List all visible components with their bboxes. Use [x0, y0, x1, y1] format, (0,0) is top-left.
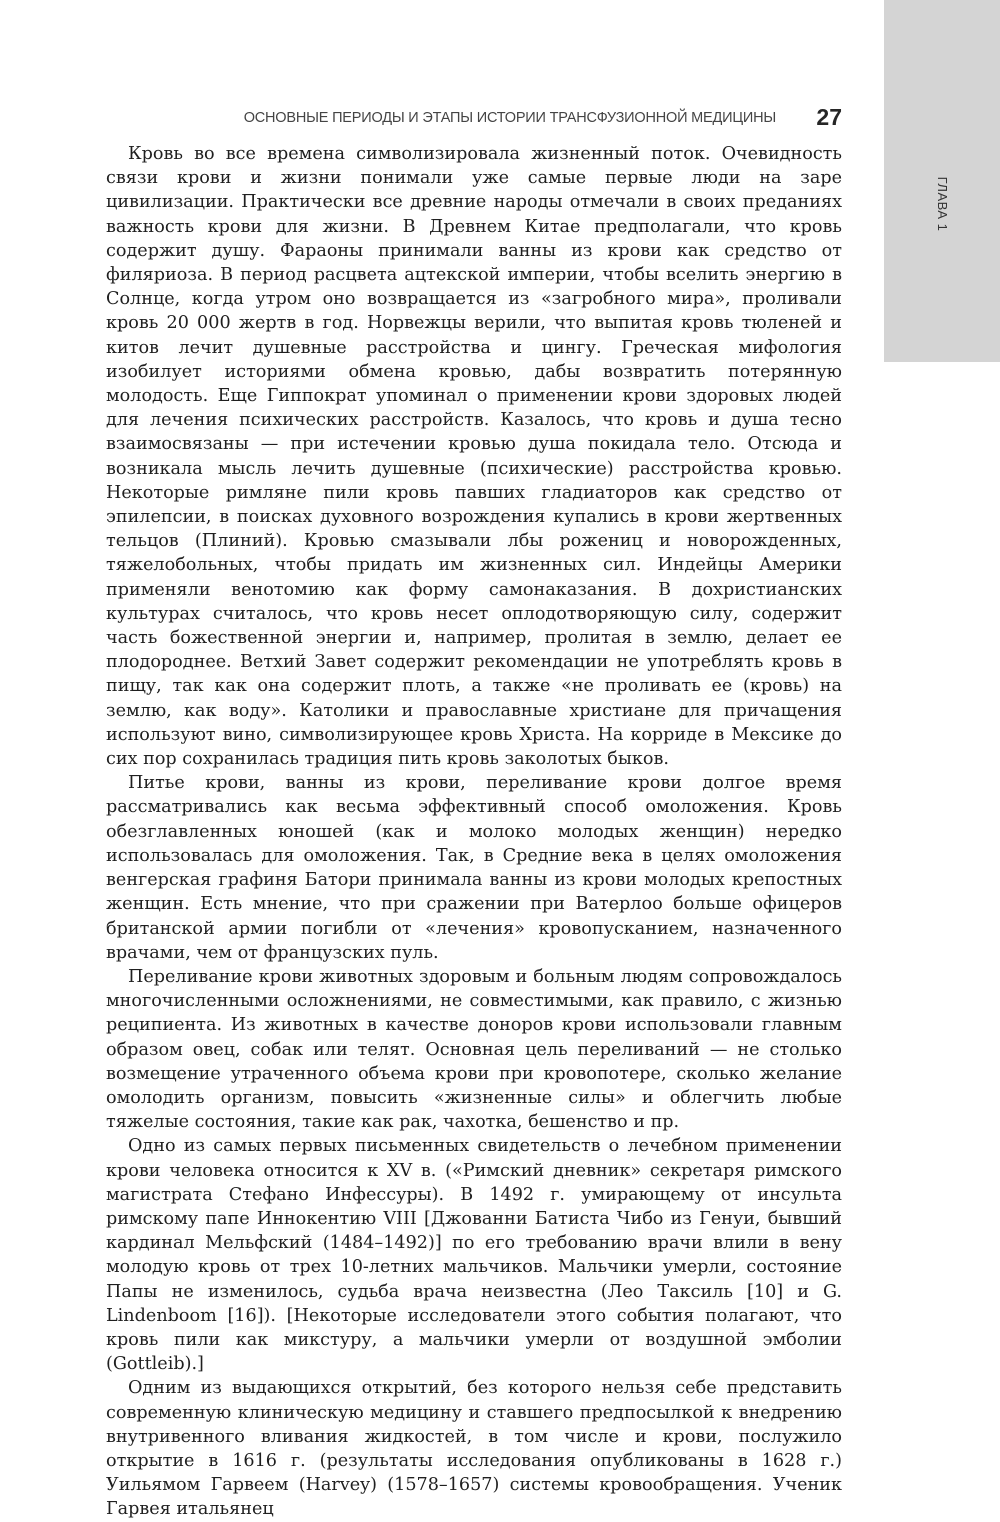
page-number: 27	[816, 104, 842, 130]
chapter-tab-label: ГЛАВА 1	[935, 176, 950, 232]
paragraph-4: Одно из самых первых письменных свидетельств о лечебном применении крови человека относится к XV в. («Римский дневник» секретаря римского магистрата Стефано Инфессуры). В 1492 г. умирающему от инсульта римскому папе Иннокентию VIII [Джованни Батиста Чибо из Генуи, бывший кардинал Мельфский (1484–1492)] по его требованию врачи влили в вену молодую кровь от трех 10-летних мальчиков. Мальчики умерли, состояние Папы не изменилось, судьба врача неизвестна (Лео Таксиль [10] и G. Lindenboom [16]). [Некоторые исследователи этого события полагают, что кровь пили как микстуру, а мальчики умерли от воздушной эмболии (Gottleib).]	[106, 1136, 842, 1375]
body-text	[106, 142, 842, 1522]
paragraph-2: Питье крови, ванны из крови, переливание крови долгое время рассматривались как весьма эффективный способ омоложения. Кровь обезглавленных юношей (как и молоко молодых женщин) нередко использовалась для омоложения. Так, в Средние века в целях омоложения венгерская графиня Батори принимала ванны из крови молодых крепостных женщин. Есть мнение, что при сражении при Ватерлоо больше офицеров британской армии погибли от «лечения» кровопусканием, назначенного врачами, чем от французских пуль.	[106, 773, 842, 963]
paragraph-3: Переливание крови животных здоровым и больным людям сопровождалось многочисленными осложнениями, не совместимыми, как правило, с жизнью реципиента. Из животных в качестве доноров крови использовали главным образом овец, собак или телят. Основная цель переливаний — не столько возмещение утраченного объема крови при кровопотере, сколько желание омолодить организм, повысить «жизненные силы» и облегчить любые тяжелые состояния, такие как рак, чахотка, бешенство и пр.	[106, 966, 842, 1133]
paragraph-1: Кровь во все времена символизировала жизненный поток. Очевидность связи крови и жизни понимали уже самые первые люди на заре цивилизации. Практически все древние народы отмечали в своих преданиях важность крови для жизни. В Древнем Китае предполагали, что кровь содержит душу. Фараоны принимали ванны из крови как средство от филяриоза. В период расцвета ацтекской империи, чтобы вселить энергию в Солнце, когда утром оно возвращается из «загробного мира», проливали кровь 20 000 жертв в год. Норвежцы верили, что выпитая кровь тюленей и китов лечит душевные расстройства и цингу. Греческая мифология изобилует историями обмена кровью, дабы возвратить потерянную молодость. Еще Гиппократ упоминал о применении крови здоровых людей для лечения психических расстройств. Казалось, что кровь и душа тесно взаимосвязаны — при истечении кровью душа покидала тело. Отсюда и возникала мысль лечить душевные (психические) расстройства кровью. Некоторые римляне пили кровь павших гладиаторов как средство от эпилепсии, в поисках духовного возрождения купались в крови жертвенных тельцов (Плиний). Кровью смазывали лбы рожениц и новорожденных, тяжелобольных, чтобы придать им жизненных сил. Индейцы Америки применяли венотомию как форму самонаказания. В дохристианских культурах считалось, что кровь несет оплодотворяющую силу, содержит часть божественной энергии и, например, пролитая в землю, делает ее плодороднее. Ветхий Завет содержит рекомендации не употреблять кровь в пищу, так как она содержит плоть, а также «не проливать ее (кровь) на землю, как воду». Католики и православные христиане для причащения используют вино, символизирующее кровь Христа. На корриде в Мексике до сих пор сохранилась традиция пить кровь заколотых быков.	[106, 144, 842, 770]
running-head-title: ОСНОВНЫЕ ПЕРИОДЫ И ЭТАПЫ ИСТОРИИ ТРАНСФУЗИОННОЙ МЕДИЦИНЫ	[243, 110, 776, 126]
running-head	[120, 104, 842, 136]
paragraph-5: Одним из выдающихся открытий, без которого нельзя себе представить современную клиническую медицину и ставшего предпосылкой к внедрению внутривенного вливания жидкостей, в том числе и крови, послужило открытие в 1616 г. (результаты исследования опубликованы в 1628 г.) Уильямом Гарвеем (Harvey) (1578–1657) системы кровообращения. Ученик Гарвея итальянец	[106, 1378, 842, 1520]
